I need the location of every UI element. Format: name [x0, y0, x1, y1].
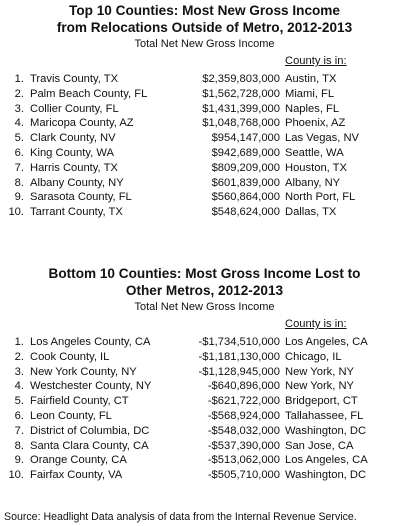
bottom-counties-section — [0, 265, 409, 483]
bottom-county-is-in-header: County is in: — [285, 318, 347, 330]
metro-city: Miami, FL — [285, 87, 335, 100]
income-value: $942,689,000 — [211, 146, 280, 159]
table-row — [0, 146, 409, 161]
rank-number: 2. — [14, 350, 24, 363]
rank-number: 9. — [14, 454, 24, 467]
income-value: $2,359,803,000 — [202, 73, 280, 85]
county-name: Travis County, TX — [30, 73, 119, 85]
table-row — [0, 424, 409, 439]
rank-number: 7. — [14, 424, 24, 437]
county-name: King County, WA — [30, 146, 114, 159]
county-name: Sarasota County, FL — [30, 191, 132, 204]
rank-number: 6. — [14, 146, 24, 159]
county-name: District of Columbia, DC — [30, 424, 150, 437]
county-name: Tarrant County, TX — [30, 206, 123, 219]
county-name: Collier County, FL — [30, 102, 119, 115]
metro-city: Los Angeles, CA — [285, 336, 368, 348]
metro-city: Las Vegas, NV — [285, 132, 360, 145]
table-row — [0, 394, 409, 409]
top-column-header — [0, 55, 409, 70]
rank-number: 3. — [14, 365, 24, 378]
rank-number: 6. — [14, 409, 24, 422]
income-value: $560,864,000 — [211, 191, 280, 204]
county-name: New York County, NY — [30, 365, 137, 378]
income-value: $548,624,000 — [211, 206, 280, 219]
income-value: -$621,722,000 — [207, 395, 280, 408]
rank-number: 1. — [14, 73, 24, 85]
source-note: Source: Headlight Data analysis of data from the Internal Revenue Service. — [4, 511, 357, 523]
metro-city: Dallas, TX — [285, 206, 337, 219]
income-value: -$1,734,510,000 — [198, 336, 280, 348]
income-value: -$640,896,000 — [207, 380, 280, 393]
metro-city: New York, NY — [285, 365, 355, 378]
table-row — [0, 190, 409, 205]
county-name: Harris County, TX — [30, 161, 118, 174]
table-row — [0, 365, 409, 380]
table-row — [0, 453, 409, 468]
county-name: Palm Beach County, FL — [30, 87, 148, 100]
table-row — [0, 131, 409, 146]
bottom-column-header — [0, 318, 409, 333]
metro-city: North Port, FL — [285, 191, 356, 204]
bottom-title-line1: Bottom 10 Counties: Most Gross Income Lost to — [48, 266, 361, 281]
income-value: -$548,032,000 — [207, 424, 280, 437]
table-row — [0, 350, 409, 365]
metro-city: Tallahassee, FL — [285, 409, 364, 422]
metro-city: Naples, FL — [285, 102, 340, 115]
income-value: -$505,710,000 — [207, 469, 280, 482]
metro-city: Washington, DC — [285, 469, 367, 482]
county-name: Fairfield County, CT — [30, 395, 129, 408]
rank-number: 3. — [14, 102, 24, 115]
income-value: $1,048,768,000 — [202, 117, 280, 130]
bottom-title — [0, 265, 409, 299]
metro-city: San Jose, CA — [285, 439, 354, 452]
county-name: Los Angeles County, CA — [30, 336, 151, 348]
table-row — [0, 176, 409, 191]
income-value: $601,839,000 — [211, 176, 280, 189]
table-row — [0, 116, 409, 131]
county-name: Santa Clara County, CA — [30, 439, 149, 452]
metro-city: Washington, DC — [285, 424, 367, 437]
county-name: Maricopa County, AZ — [30, 117, 134, 130]
rank-number: 8. — [14, 439, 24, 452]
county-name: Albany County, NY — [30, 176, 124, 189]
bottom-title-line2: Other Metros, 2012-2013 — [125, 283, 284, 298]
table-row — [0, 87, 409, 102]
rank-number: 5. — [14, 395, 24, 408]
top-title-line1: Top 10 Counties: Most New Gross Income — [69, 3, 340, 18]
county-name: Fairfax County, VA — [30, 469, 123, 482]
income-value: -$1,181,130,000 — [198, 350, 280, 363]
rank-number: 4. — [14, 117, 24, 130]
top-counties-section — [0, 2, 409, 220]
metro-city: Seattle, WA — [285, 146, 344, 159]
table-row — [0, 205, 409, 220]
top-counties-list — [0, 72, 409, 220]
rank-number: 7. — [14, 161, 24, 174]
rank-number: 9. — [14, 191, 24, 204]
rank-number: 5. — [14, 132, 24, 145]
income-value: $1,562,728,000 — [202, 87, 280, 100]
metro-city: New York, NY — [285, 380, 355, 393]
bottom-counties-list — [0, 335, 409, 483]
table-row — [0, 409, 409, 424]
income-value: $1,431,399,000 — [202, 102, 280, 115]
income-value: $809,209,000 — [211, 161, 280, 174]
metro-city: Albany, NY — [285, 176, 341, 189]
rank-number: 8. — [14, 176, 24, 189]
county-name: Leon County, FL — [30, 409, 112, 422]
table-row — [0, 335, 409, 350]
table-row — [0, 102, 409, 117]
metro-city: Houston, TX — [285, 161, 347, 174]
income-value: -$1,128,945,000 — [198, 365, 280, 378]
county-name: Westchester County, NY — [30, 380, 152, 393]
table-row — [0, 379, 409, 394]
metro-city: Austin, TX — [285, 73, 337, 85]
table-row — [0, 161, 409, 176]
table-row — [0, 72, 409, 87]
table-row — [0, 439, 409, 454]
metro-city: Phoenix, AZ — [285, 117, 346, 130]
rank-number: 2. — [14, 87, 24, 100]
metro-city: Los Angeles, CA — [285, 454, 368, 467]
metro-city: Chicago, IL — [285, 350, 342, 363]
income-value: -$537,390,000 — [207, 439, 280, 452]
income-value: -$513,062,000 — [207, 454, 280, 467]
rank-number: 10. — [8, 469, 24, 482]
bottom-subtitle: Total Net New Gross Income — [134, 301, 275, 313]
top-title — [0, 2, 409, 36]
top-subtitle: Total Net New Gross Income — [134, 38, 275, 50]
top-title-line2: from Relocations Outside of Metro, 2012-2013 — [56, 20, 353, 35]
rank-number: 10. — [8, 206, 24, 219]
top-county-is-in-header: County is in: — [285, 55, 347, 67]
income-value: $954,147,000 — [211, 132, 280, 145]
rank-number: 4. — [14, 380, 24, 393]
rank-number: 1. — [14, 336, 24, 348]
county-name: Cook County, IL — [30, 350, 110, 363]
table-row — [0, 468, 409, 483]
income-value: -$568,924,000 — [207, 409, 280, 422]
metro-city: Bridgeport, CT — [285, 395, 358, 408]
county-name: Orange County, CA — [30, 454, 127, 467]
county-name: Clark County, NV — [30, 132, 116, 145]
